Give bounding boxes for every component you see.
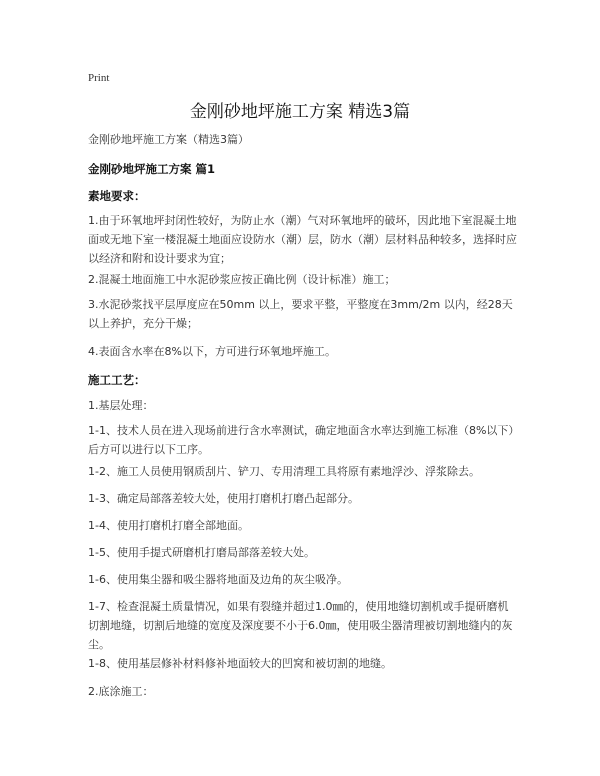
paragraph: 1-8、使用基层修补材料修补地面较大的凹窝和被切割的地缝。 <box>88 657 392 670</box>
paragraph: 1-4、使用打磨机打磨全部地面。 <box>88 519 249 532</box>
paragraph: 1-7、检查混凝土质量情况，如果有裂缝并超过1.0㎜的，使用地缝切割机或手提研磨机切割地缝，切割后地缝的宽度及深度要不小于6.0㎜，使用吸尘器清理被切割地缝内的灰尘。 <box>88 600 513 651</box>
paragraph: 2.底涂施工： <box>88 685 154 698</box>
paragraph: 1-6、使用集尘器和吸尘器将地面及边角的灰尘吸净。 <box>88 573 348 586</box>
requirements-heading: 素地要求： <box>88 189 146 203</box>
subtitle: 金刚砂地坪施工方案（精选3篇） <box>88 133 249 146</box>
paragraph: 2.混凝土地面施工中水泥砂浆应按正确比例（设计标准）施工； <box>88 273 396 286</box>
paragraph: 1.由于环氧地坪封闭性较好，为防止水（潮）气对环氧地坪的破坏，因此地下室混凝土地面或无地下室一楼混凝土地面应设防水（潮）层，防水（潮）层材料品种较多，选择时应以经济和附和设计要求为宜； <box>88 214 517 265</box>
paragraph: 1-5、使用手提式研磨机打磨局部落差较大处。 <box>88 546 315 559</box>
page-title: 金刚砂地坪施工方案 精选3篇 <box>189 102 411 122</box>
process-heading: 施工工艺： <box>88 373 146 387</box>
paragraph: 3.水泥砂浆找平层厚度应在50mm 以上，要求平整，平整度在3mm/2m 以内，经28天以上养护，充分干燥； <box>88 298 513 330</box>
paragraph: 1-1、技术人员在进入现场前进行含水率测试，确定地面含水率达到施工标准（8%以下）后方可以进行以下工序。 <box>88 424 514 456</box>
paragraph: 1.基层处理： <box>88 399 154 412</box>
print-label: Print <box>88 72 110 84</box>
article-heading: 金刚砂地坪施工方案 篇1 <box>88 162 216 176</box>
paragraph: 4.表面含水率在8%以下，方可进行环氧地坪施工。 <box>88 345 336 358</box>
paragraph: 1-3、确定局部落差较大处，使用打磨机打磨凸起部分。 <box>88 492 359 505</box>
paragraph: 1-2、施工人员使用钢质刮片、铲刀、专用清理工具将原有素地浮沙、浮浆除去。 <box>88 465 480 478</box>
